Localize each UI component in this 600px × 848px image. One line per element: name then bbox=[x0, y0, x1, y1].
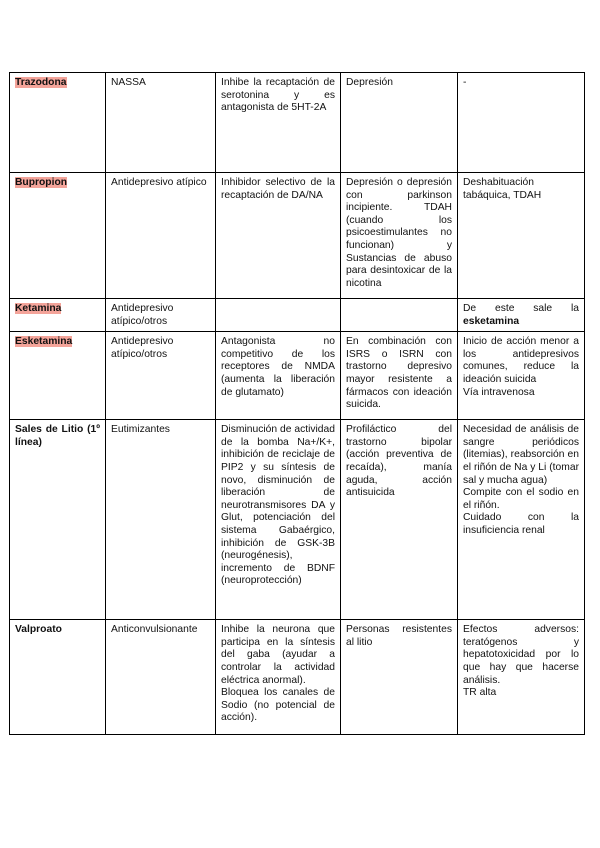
drug-name: Bupropion bbox=[15, 177, 68, 188]
indication-cell bbox=[341, 299, 458, 332]
notes-text: De este sale la bbox=[463, 303, 579, 314]
notes-text-2: TR alta bbox=[463, 687, 497, 699]
table-row bbox=[10, 173, 585, 299]
drug-name: Esketamina bbox=[15, 336, 73, 348]
indication-cell: Depresión o depresión con parkinson incipiente. TDAH (cuando los psicoestimulantes no funcionan) y Sustancias de abuso para desintoxicar de la nicotina bbox=[341, 173, 458, 299]
type-cell: Antidepresivo atípico bbox=[106, 173, 216, 299]
drug-name: Valproato bbox=[15, 624, 62, 636]
type-cell: NASSA bbox=[106, 73, 216, 173]
indication-cell: En combinación con ISRS o ISRN con trastorno depresivo mayor resistente a fármacos con ideación suicida. bbox=[341, 332, 458, 420]
mechanism-cell: Disminución de actividad de la bomba Na+/K+, inhibición de reciclaje de PIP2 y su síntesis de novo, disminución de liberación de neurotransmisores DA y Glut, potenciación del sistema Gabaérgico, inhibición de GSK-3B (neurogénesis), incremento de BDNF (neuroprotección) bbox=[216, 420, 341, 620]
drug-cell bbox=[10, 299, 106, 332]
notes-cell: - bbox=[458, 73, 585, 173]
type-cell: Antidepresivo atípico/otros bbox=[106, 332, 216, 420]
notes-text-3: Cuidado con la insuficiencia renal bbox=[463, 512, 579, 536]
table-row bbox=[10, 620, 585, 735]
drug-cell bbox=[10, 173, 106, 299]
table-row bbox=[10, 73, 585, 173]
drug-cell bbox=[10, 620, 106, 735]
table-row bbox=[10, 420, 585, 620]
table-row bbox=[10, 299, 585, 332]
type-cell: Anticonvulsionante bbox=[106, 620, 216, 735]
drug-name: Trazodona bbox=[15, 77, 67, 88]
notes-text: Inicio de acción menor a los antidepresivos comunes, reduce la ideación suicida bbox=[463, 336, 579, 385]
drug-name: Sales de Litio (1º línea) bbox=[15, 424, 100, 448]
type-cell: Eutimizantes bbox=[106, 420, 216, 620]
notes-bold: esketamina bbox=[463, 315, 520, 327]
notes-text-2: Vía intravenosa bbox=[463, 386, 535, 398]
notes-text-2: Compite con el sodio en el riñón. bbox=[463, 487, 579, 511]
notes-cell bbox=[458, 299, 585, 332]
notes-cell: Deshabituación tabáquica, TDAH bbox=[458, 173, 585, 299]
table-row bbox=[10, 332, 585, 420]
indication-cell: Personas resistentes al litio bbox=[341, 620, 458, 735]
notes-text: Necesidad de análisis de sangre periódicos (litemias), reabsorción en el riñón de Na y Li (tomar sal y mucha agua) bbox=[463, 424, 579, 486]
mechanism-cell: Antagonista no competitivo de los receptores de NMDA (aumenta la liberación de glutamato) bbox=[216, 332, 341, 420]
mechanism-cell: Inhibe la recaptación de serotonina y es antagonista de 5HT-2A bbox=[216, 73, 341, 173]
notes-text: Efectos adversos: teratógenos y hepatotoxicidad por lo que hay que hacerse análisis. bbox=[463, 624, 579, 686]
mechanism-cell bbox=[216, 620, 341, 735]
drug-cell bbox=[10, 73, 106, 173]
mechanism-text: Inhibe la neurona que participa en la síntesis del gaba (ayudar a controlar la actividad eléctrica anormal). bbox=[221, 624, 335, 686]
mechanism-cell bbox=[216, 299, 341, 332]
indication-cell: Profiláctico del trastorno bipolar (acción preventiva de recaída), manía aguda, acción antisuicida bbox=[341, 420, 458, 620]
notes-cell bbox=[458, 620, 585, 735]
drug-name: Ketamina bbox=[15, 303, 62, 314]
notes-cell bbox=[458, 420, 585, 620]
drug-cell bbox=[10, 332, 106, 420]
type-cell: Antidepresivo atípico/otros bbox=[106, 299, 216, 332]
indication-cell: Depresión bbox=[341, 73, 458, 173]
drug-table bbox=[9, 72, 585, 735]
drug-cell bbox=[10, 420, 106, 620]
mechanism-cell: Inhibidor selectivo de la recaptación de DA/NA bbox=[216, 173, 341, 299]
mechanism-text-2: Bloquea los canales de Sodio (no potencial de acción). bbox=[221, 687, 335, 724]
notes-cell bbox=[458, 332, 585, 420]
